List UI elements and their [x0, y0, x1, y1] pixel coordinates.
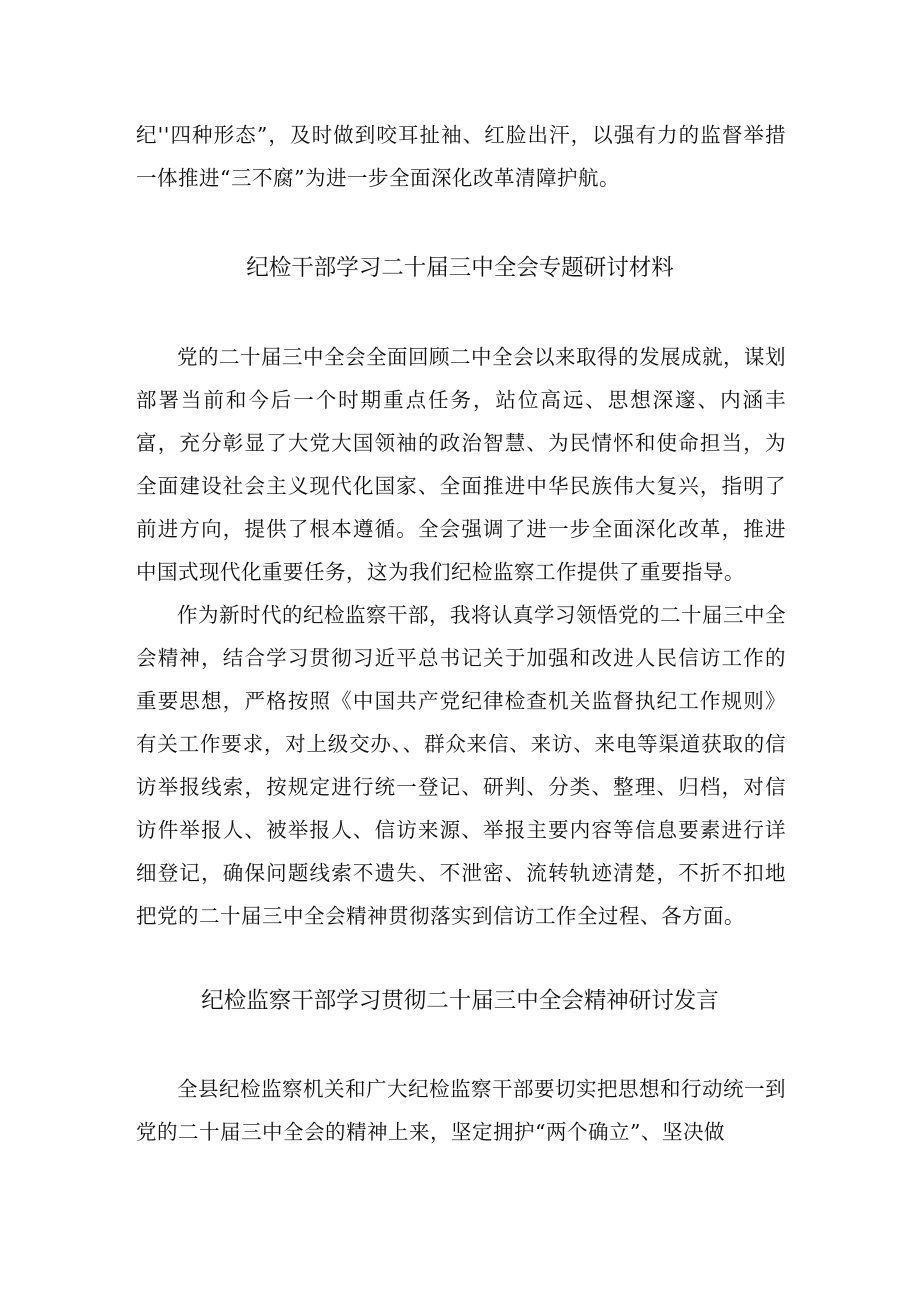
section-2-paragraph-1: 全县纪检监察机关和广大纪检监察干部要切实把思想和行动统一到党的二十届三中全会的精神上来，坚定拥护“两个确立”、坚决做: [136, 1077, 786, 1144]
intro-paragraph: 纪''四种形态”，及时做到咬耳扯袖、红脸出汗，以强有力的监督举措一体推进“三不腐”为进一步全面深化改革清障护航。: [136, 123, 786, 190]
section-1-title: 纪检干部学习二十届三中全会专题研讨材料: [246, 255, 674, 281]
section-2-title: 纪检监察干部学习贯彻二十届三中全会精神研讨发言: [201, 988, 719, 1014]
section-1-paragraph-1: 党的二十届三中全会全面回顾二中全会以来取得的发展成就，谋划部署当前和今后一个时期重点任务，站位高远、思想深邃、内涵丰富，充分彰显了大党大国领袖的政治智慧、为民情怀和使命担当，为全面建设社会主义现代化国家、全面推进中华民族伟大复兴，指明了前进方向，提供了根本遵循。全会强调了进一步全面深化改革，推进中国式现代化重要任务，这为我们纪检监察工作提供了重要指导。: [136, 345, 786, 584]
section-1-paragraph-2: 作为新时代的纪检监察干部，我将认真学习领悟党的二十届三中全会精神，结合学习贯彻习近平总书记关于加强和改进人民信访工作的重要思想，严格按照《中国共产党纪律检查机关监督执纪工作规则》有关工作要求，对上级交办、、群众来信、来访、来电等渠道获取的信访举报线索，按规定进行统一登记、研判、分类、整理、归档，对信访件举报人、被举报人、信访来源、举报主要内容等信息要素进行详细登记，确保问题线索不遗失、不泄密、流转轨迹清楚，不折不扣地把党的二十届三中全会精神贯彻落实到信访工作全过程、各方面。: [136, 603, 786, 928]
